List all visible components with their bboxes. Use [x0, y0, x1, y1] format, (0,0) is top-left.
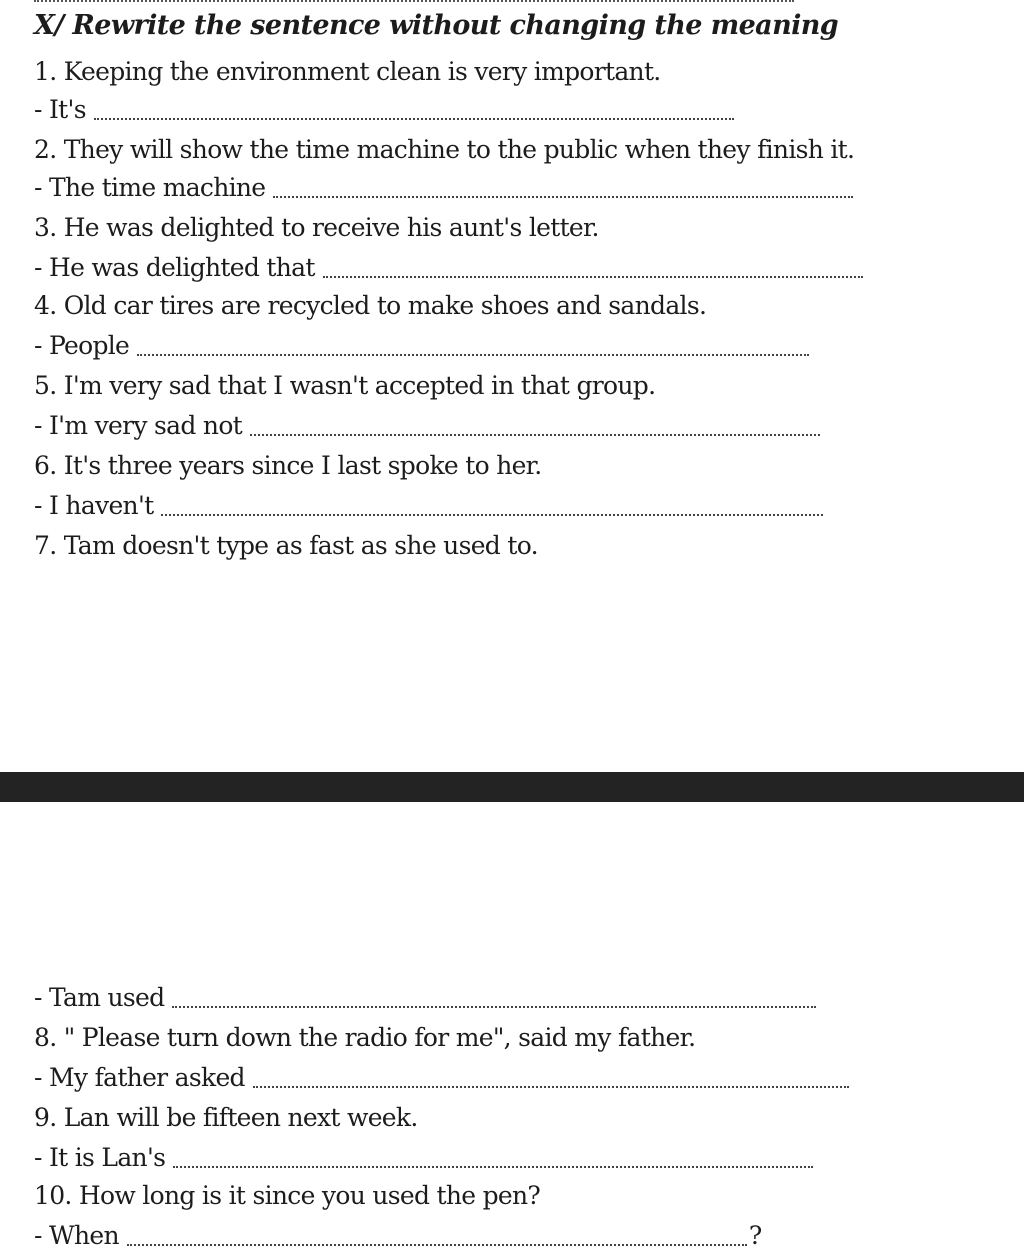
question-1	[34, 50, 661, 88]
question-3	[34, 206, 599, 244]
question-7-prompt: 7. Tam doesn't type as fast as she used to.	[34, 531, 538, 560]
page-divider-bar	[0, 772, 1024, 802]
answer-2-starter: - The time machine	[34, 173, 266, 202]
exercise-heading: X/ Rewrite the sentence without changing the meaning	[34, 10, 839, 41]
answer-3-blank[interactable]	[323, 275, 863, 278]
answer-line-10	[34, 1214, 762, 1252]
answer-line-7	[34, 976, 816, 1014]
question-4	[34, 284, 706, 322]
answer-7-blank[interactable]	[172, 1005, 816, 1008]
answer-4-blank[interactable]	[137, 353, 809, 356]
answer-line-4	[34, 324, 809, 362]
top-dotted-rule	[34, 0, 794, 6]
answer-10-question-mark: ?	[748, 1221, 762, 1250]
answer-line-2	[34, 166, 853, 204]
question-3-prompt: 3. He was delighted to receive his aunt's letter.	[34, 213, 599, 242]
answer-1-blank[interactable]	[94, 117, 734, 120]
question-5-prompt: 5. I'm very sad that I wasn't accepted in that group.	[34, 371, 656, 400]
answer-1-starter: - It's	[34, 95, 86, 124]
question-9-prompt: 9. Lan will be fifteen next week.	[34, 1103, 418, 1132]
answer-line-8	[34, 1056, 849, 1094]
question-7	[34, 524, 538, 562]
answer-4-starter: - People	[34, 331, 130, 360]
answer-10-blank[interactable]	[127, 1243, 747, 1246]
question-9	[34, 1096, 418, 1134]
question-10	[34, 1174, 540, 1212]
question-6-prompt: 6. It's three years since I last spoke to her.	[34, 451, 542, 480]
answer-10-starter: - When	[34, 1221, 119, 1250]
answer-9-starter: - It is Lan's	[34, 1143, 166, 1172]
answer-line-9	[34, 1136, 813, 1174]
question-2-prompt: 2. They will show the time machine to the public when they finish it.	[34, 135, 855, 164]
answer-8-blank[interactable]	[253, 1085, 849, 1088]
question-8	[34, 1016, 695, 1054]
question-1-prompt: 1. Keeping the environment clean is very important.	[34, 57, 661, 86]
answer-5-starter: - I'm very sad not	[34, 411, 243, 440]
answer-3-starter: - He was delighted that	[34, 253, 315, 282]
answer-line-1	[34, 88, 734, 126]
question-5	[34, 364, 655, 402]
answer-9-blank[interactable]	[173, 1165, 813, 1168]
answer-line-6	[34, 484, 823, 522]
answer-8-starter: - My father asked	[34, 1063, 245, 1092]
question-6	[34, 444, 541, 482]
answer-5-blank[interactable]	[250, 433, 820, 436]
question-2	[34, 128, 854, 166]
question-8-prompt: 8. " Please turn down the radio for me", said my father.	[34, 1023, 696, 1052]
answer-line-3	[34, 246, 863, 284]
answer-line-5	[34, 404, 820, 442]
answer-6-starter: - I haven't	[34, 491, 154, 520]
question-4-prompt: 4. Old car tires are recycled to make shoes and sandals.	[34, 291, 707, 320]
answer-6-blank[interactable]	[161, 513, 823, 516]
answer-2-blank[interactable]	[273, 195, 853, 198]
question-10-prompt: 10. How long is it since you used the pen?	[34, 1181, 541, 1210]
answer-7-starter: - Tam used	[34, 983, 165, 1012]
